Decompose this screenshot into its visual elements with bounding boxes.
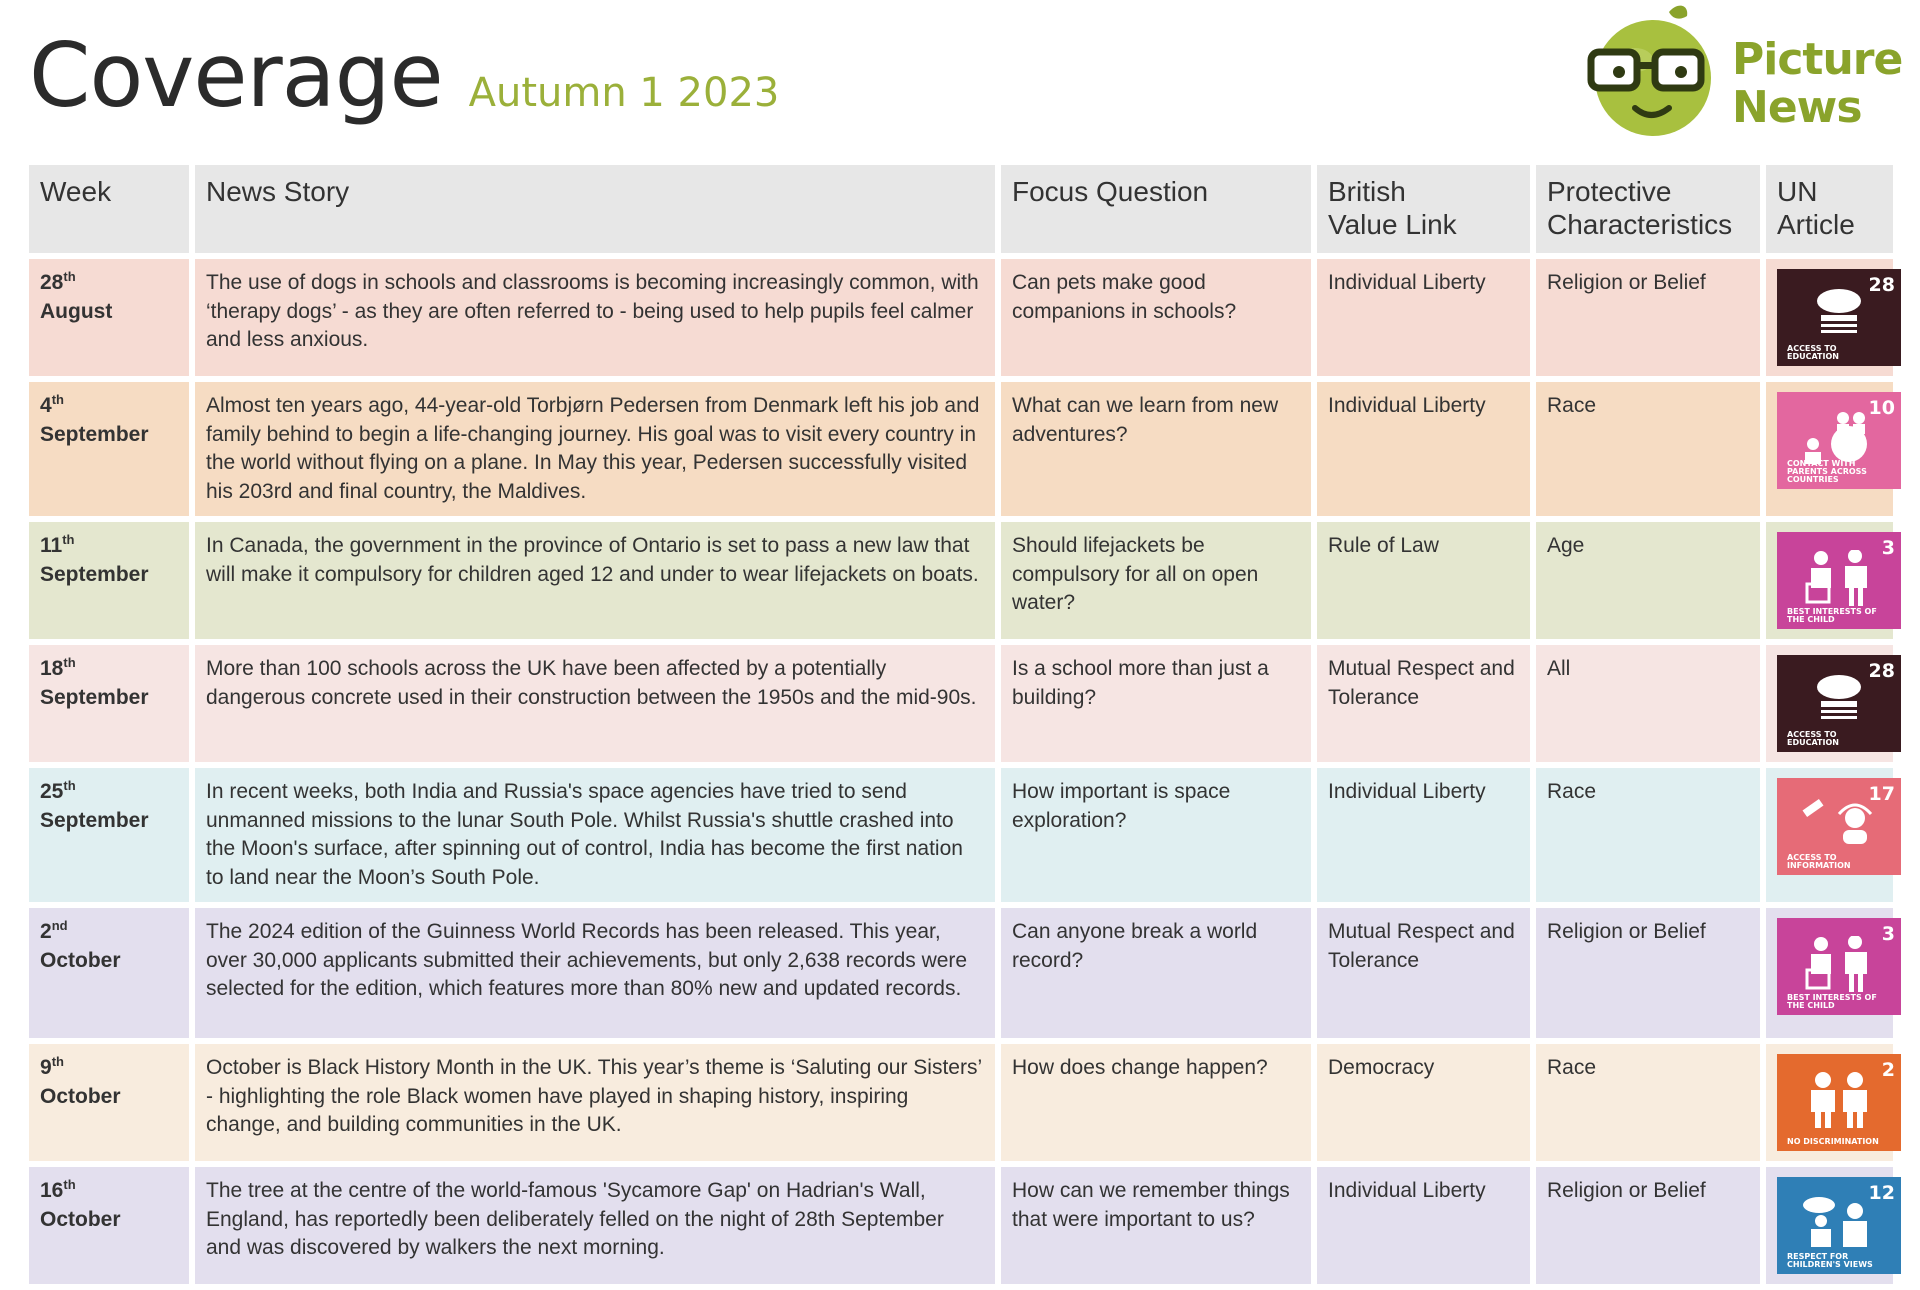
week-month: August: [40, 299, 113, 323]
un-article-cell: [1766, 522, 1893, 639]
un-article-badge: [1777, 532, 1901, 629]
week-cell: [29, 645, 189, 762]
un-article-caption: ACCESS TO INFORMATION: [1787, 853, 1851, 870]
protective-characteristic-cell: Age: [1536, 522, 1760, 639]
apple-glasses-icon: [1585, 0, 1735, 150]
page-header: [29, 24, 779, 127]
week-cell: [29, 1167, 189, 1284]
focus-question-cell: What can we learn from new adventures?: [1001, 382, 1311, 516]
table-row: [29, 1044, 1893, 1161]
protective-characteristic-cell: Religion or Belief: [1536, 908, 1760, 1038]
protective-characteristic-cell: Race: [1536, 382, 1760, 516]
protective-characteristic-cell: Race: [1536, 768, 1760, 902]
week-day-suffix: th: [51, 392, 64, 407]
header-un-line-1: UN: [1777, 176, 1818, 207]
british-value-cell: Democracy: [1317, 1044, 1530, 1161]
un-article-cell: [1766, 768, 1893, 902]
week-cell: [29, 768, 189, 902]
protective-characteristic-cell: All: [1536, 645, 1760, 762]
protective-characteristic-cell: Religion or Belief: [1536, 1167, 1760, 1284]
focus-question-cell: Should lifejackets be compulsory for all on open water?: [1001, 522, 1311, 639]
week-cell: [29, 382, 189, 516]
un-article-cell: [1766, 908, 1893, 1038]
table-row: [29, 522, 1893, 639]
un-article-badge: [1777, 269, 1901, 366]
week-day: 18: [40, 657, 64, 680]
header-un-line-2: Article: [1777, 209, 1855, 240]
week-month: September: [40, 685, 149, 709]
un-article-cell: [1766, 645, 1893, 762]
header-british-value: [1317, 165, 1530, 253]
logo-text: [1732, 36, 1902, 132]
british-value-cell: Individual Liberty: [1317, 1167, 1530, 1284]
un-article-number: 10: [1868, 397, 1895, 419]
british-value-cell: Mutual Respect and Tolerance: [1317, 908, 1530, 1038]
un-article-badge: [1777, 1054, 1901, 1151]
week-day: 4: [40, 394, 52, 417]
table-header-row: [29, 165, 1893, 253]
un-article-caption: CONTACT WITH PARENTS ACROSS COUNTRIES: [1787, 459, 1867, 484]
table-row: [29, 645, 1893, 762]
week-day: 16: [40, 1179, 64, 1202]
satellite-child-icon: [1799, 796, 1879, 852]
table-row: [29, 1167, 1893, 1284]
week-month: October: [40, 1207, 121, 1231]
week-cell: [29, 522, 189, 639]
focus-question-cell: Is a school more than just a building?: [1001, 645, 1311, 762]
un-article-number: 28: [1868, 274, 1895, 296]
header-protective-line-2: Characteristics: [1547, 209, 1733, 240]
week-month: September: [40, 808, 149, 832]
week-day: 11: [40, 534, 63, 557]
focus-question-cell: How does change happen?: [1001, 1044, 1311, 1161]
header-protective-characteristics: [1536, 165, 1760, 253]
week-cell: [29, 1044, 189, 1161]
un-article-number: 3: [1881, 537, 1895, 559]
week-day-suffix: th: [62, 532, 75, 547]
speech-children-icon: [1799, 1195, 1879, 1251]
focus-question-cell: How can we remember things that were important to us?: [1001, 1167, 1311, 1284]
news-story-cell: The use of dogs in schools and classrooms is becoming increasingly common, with ‘therapy dogs’ - as they are often referred to - being used to help pupils feel calmer and less anxious.: [195, 259, 995, 376]
un-article-cell: [1766, 1167, 1893, 1284]
week-day: 9: [40, 1056, 52, 1079]
news-story-cell: In Canada, the government in the province of Ontario is set to pass a new law that will make it compulsory for children aged 12 and under to wear lifejackets on boats.: [195, 522, 995, 639]
week-day-suffix: th: [63, 778, 76, 793]
british-value-cell: Individual Liberty: [1317, 768, 1530, 902]
week-month: September: [40, 422, 149, 446]
header-un-article: [1766, 165, 1893, 253]
logo-line-2: News: [1732, 82, 1862, 133]
table-row: [29, 259, 1893, 376]
page-title: Coverage: [29, 24, 443, 127]
book-student-icon: [1799, 287, 1879, 343]
header-british-value-line-2: Value Link: [1328, 209, 1457, 240]
family-globe-icon: [1799, 410, 1879, 466]
header-british-value-line-1: British: [1328, 176, 1406, 207]
un-article-cell: [1766, 382, 1893, 516]
british-value-cell: Mutual Respect and Tolerance: [1317, 645, 1530, 762]
week-month: October: [40, 1084, 121, 1108]
news-story-cell: The tree at the centre of the world-famous 'Sycamore Gap' on Hadrian's Wall, England, has reportedly been deliberately felled on the night of 28th September and was discovered by walkers the next morning.: [195, 1167, 995, 1284]
adult-child-icon: [1799, 550, 1879, 606]
week-day-suffix: th: [63, 655, 76, 670]
week-day: 2: [40, 920, 52, 943]
un-article-number: 3: [1881, 923, 1895, 945]
un-article-badge: [1777, 392, 1901, 489]
page-subtitle: Autumn 1 2023: [468, 70, 780, 116]
british-value-cell: Individual Liberty: [1317, 259, 1530, 376]
un-article-caption: NO DISCRIMINATION: [1787, 1137, 1879, 1146]
week-cell: [29, 259, 189, 376]
un-article-caption: BEST INTERESTS OF THE CHILD: [1787, 993, 1877, 1010]
week-day: 28: [40, 271, 64, 294]
un-article-badge: [1777, 778, 1901, 875]
news-story-cell: October is Black History Month in the UK. This year’s theme is ‘Saluting our Sisters’ - highlighting the role Black women have played in shaping history, inspiring change, and building communities in the UK.: [195, 1044, 995, 1161]
news-story-cell: In recent weeks, both India and Russia's space agencies have tried to send unmanned missions to the lunar South Pole. Whilst Russia's shuttle crashed into the Moon's surface, after spinning out of control, India has become the first nation to land near the Moon’s South Pole.: [195, 768, 995, 902]
un-article-caption: BEST INTERESTS OF THE CHILD: [1787, 607, 1877, 624]
header-protective-line-1: Protective: [1547, 176, 1672, 207]
news-story-cell: The 2024 edition of the Guinness World Records has been released. This year, over 30,000 applicants submitted their achievements, but only 2,638 records were selected for the edition, which features more than 80% new and updated records.: [195, 908, 995, 1038]
un-article-number: 28: [1868, 660, 1895, 682]
british-value-cell: Rule of Law: [1317, 522, 1530, 639]
un-article-caption: RESPECT FOR CHILDREN'S VIEWS: [1787, 1252, 1873, 1269]
week-day-suffix: th: [63, 269, 76, 284]
news-story-cell: Almost ten years ago, 44-year-old Torbjørn Pedersen from Denmark left his job and family behind to begin a life-changing journey. His goal was to visit every country in the world without flying on a plane. In May this year, Pedersen successfully visited his 203rd and final country, the Maldives.: [195, 382, 995, 516]
week-day-suffix: th: [51, 1054, 64, 1069]
header-focus-question: Focus Question: [1001, 165, 1311, 253]
focus-question-cell: Can anyone break a world record?: [1001, 908, 1311, 1038]
protective-characteristic-cell: Religion or Belief: [1536, 259, 1760, 376]
un-article-caption: ACCESS TO EDUCATION: [1787, 730, 1839, 747]
header-week: Week: [29, 165, 189, 253]
table-row: [29, 382, 1893, 516]
header-news-story: News Story: [195, 165, 995, 253]
un-article-badge: [1777, 918, 1901, 1015]
un-article-number: 12: [1868, 1182, 1895, 1204]
news-story-cell: More than 100 schools across the UK have been affected by a potentially dangerous concrete used in their construction between the 1950s and the mid-90s.: [195, 645, 995, 762]
table-row: [29, 768, 1893, 902]
un-article-badge: [1777, 655, 1901, 752]
un-article-number: 2: [1881, 1059, 1895, 1081]
coverage-table: [23, 159, 1899, 1290]
un-article-caption: ACCESS TO EDUCATION: [1787, 344, 1839, 361]
protective-characteristic-cell: Race: [1536, 1044, 1760, 1161]
two-children-icon: [1799, 1072, 1879, 1128]
week-month: October: [40, 948, 121, 972]
logo-line-1: Picture: [1732, 34, 1903, 85]
week-day: 25: [40, 780, 64, 803]
british-value-cell: Individual Liberty: [1317, 382, 1530, 516]
focus-question-cell: How important is space exploration?: [1001, 768, 1311, 902]
un-article-cell: [1766, 1044, 1893, 1161]
un-article-badge: [1777, 1177, 1901, 1274]
focus-question-cell: Can pets make good companions in schools?: [1001, 259, 1311, 376]
table-row: [29, 908, 1893, 1038]
adult-child-icon: [1799, 936, 1879, 992]
week-month: September: [40, 562, 149, 586]
week-day-suffix: nd: [51, 918, 68, 933]
un-article-number: 17: [1868, 783, 1895, 805]
un-article-cell: [1766, 259, 1893, 376]
week-cell: [29, 908, 189, 1038]
book-student-icon: [1799, 673, 1879, 729]
week-day-suffix: th: [63, 1177, 76, 1192]
picture-news-logo: [1585, 0, 1903, 150]
